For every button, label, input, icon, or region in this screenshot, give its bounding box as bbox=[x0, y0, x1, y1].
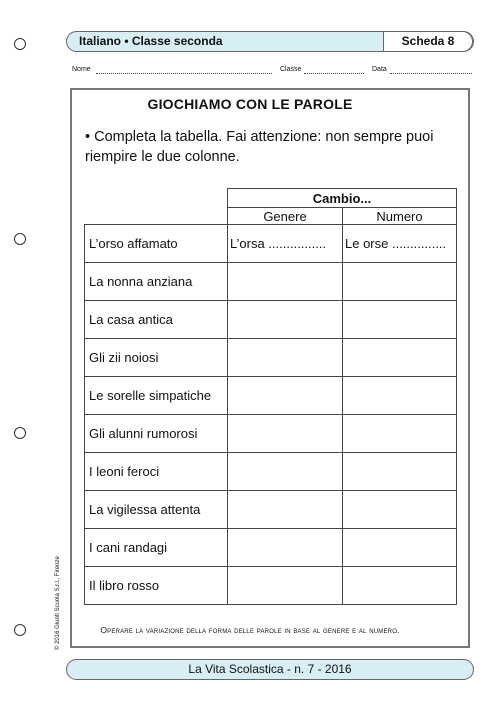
phrase-cell: Gli zii noiosi bbox=[85, 339, 228, 377]
numero-answer-cell[interactable] bbox=[343, 453, 457, 491]
table-row bbox=[85, 377, 457, 415]
table-row bbox=[85, 567, 457, 605]
instruction-text: • Completa la tabella. Fai attenzione: non sempre puoi riempire le due colonne. bbox=[85, 129, 434, 165]
numero-header: Numero bbox=[343, 208, 457, 225]
worksheet-title: GIOCHIAMO CON LE PAROLE bbox=[147, 96, 353, 112]
table-row bbox=[85, 301, 457, 339]
classe-line[interactable] bbox=[304, 73, 364, 74]
classe-label: Classe bbox=[280, 66, 302, 73]
genere-answer-cell[interactable] bbox=[228, 301, 343, 339]
phrase-cell: La casa antica bbox=[85, 301, 228, 339]
genere-answer-cell[interactable] bbox=[228, 529, 343, 567]
phrase-cell: L’orso affamato bbox=[85, 225, 228, 263]
nome-label: Nome bbox=[72, 66, 91, 73]
table-row bbox=[85, 415, 457, 453]
genere-answer-cell[interactable]: L’orsa ................ bbox=[228, 225, 343, 263]
phrase-cell: I leoni feroci bbox=[85, 453, 228, 491]
numero-answer-cell[interactable] bbox=[343, 491, 457, 529]
numero-answer-cell[interactable] bbox=[343, 301, 457, 339]
phrase-cell: La nonna anziana bbox=[85, 263, 228, 301]
numero-answer-cell[interactable] bbox=[343, 339, 457, 377]
table-row bbox=[85, 263, 457, 301]
cambio-header: Cambio... bbox=[228, 189, 457, 208]
phrase-cell: Il libro rosso bbox=[85, 567, 228, 605]
genere-answer-cell[interactable] bbox=[228, 415, 343, 453]
nome-line[interactable] bbox=[96, 73, 272, 74]
scheda-badge: Scheda 8 bbox=[383, 31, 473, 52]
genere-answer-cell[interactable] bbox=[228, 491, 343, 529]
phrase-cell: La vigilessa attenta bbox=[85, 491, 228, 529]
table-corner-2 bbox=[85, 208, 228, 225]
data-line[interactable] bbox=[390, 73, 472, 74]
copyright-note: © 2016 Giunti Scuola S.r.l., Firenze bbox=[55, 556, 61, 650]
footer-bar: La Vita Scolastica - n. 7 - 2016 bbox=[66, 659, 474, 680]
genere-answer-cell[interactable] bbox=[228, 567, 343, 605]
genere-answer-cell[interactable] bbox=[228, 453, 343, 491]
table-row bbox=[85, 339, 457, 377]
student-fields bbox=[68, 66, 472, 80]
table-row bbox=[85, 225, 457, 263]
numero-answer-cell[interactable] bbox=[343, 377, 457, 415]
genere-answer-cell[interactable] bbox=[228, 263, 343, 301]
numero-answer-cell[interactable] bbox=[343, 567, 457, 605]
numero-answer-cell[interactable] bbox=[343, 529, 457, 567]
numero-answer-cell[interactable]: Le orse ............... bbox=[343, 225, 457, 263]
footnote-instruction: Operare la variazione della forma delle parole in base al genere e al numero. bbox=[100, 625, 400, 635]
phrase-cell: Le sorelle simpatiche bbox=[85, 377, 228, 415]
binder-hole-3 bbox=[14, 427, 26, 439]
genere-header: Genere bbox=[228, 208, 343, 225]
table-row bbox=[85, 529, 457, 567]
binder-hole-1 bbox=[14, 38, 26, 50]
genere-answer-cell[interactable] bbox=[228, 339, 343, 377]
header-subject: Italiano • Classe seconda bbox=[79, 34, 223, 48]
data-label: Data bbox=[372, 66, 387, 73]
binder-hole-2 bbox=[14, 233, 26, 245]
numero-answer-cell[interactable] bbox=[343, 263, 457, 301]
exercise-table bbox=[84, 188, 457, 605]
table-row bbox=[85, 491, 457, 529]
table-row bbox=[85, 453, 457, 491]
table-corner bbox=[85, 189, 228, 208]
header-bar bbox=[66, 31, 474, 52]
phrase-cell: I cani randagi bbox=[85, 529, 228, 567]
phrase-cell: Gli alunni rumorosi bbox=[85, 415, 228, 453]
numero-answer-cell[interactable] bbox=[343, 415, 457, 453]
genere-answer-cell[interactable] bbox=[228, 377, 343, 415]
